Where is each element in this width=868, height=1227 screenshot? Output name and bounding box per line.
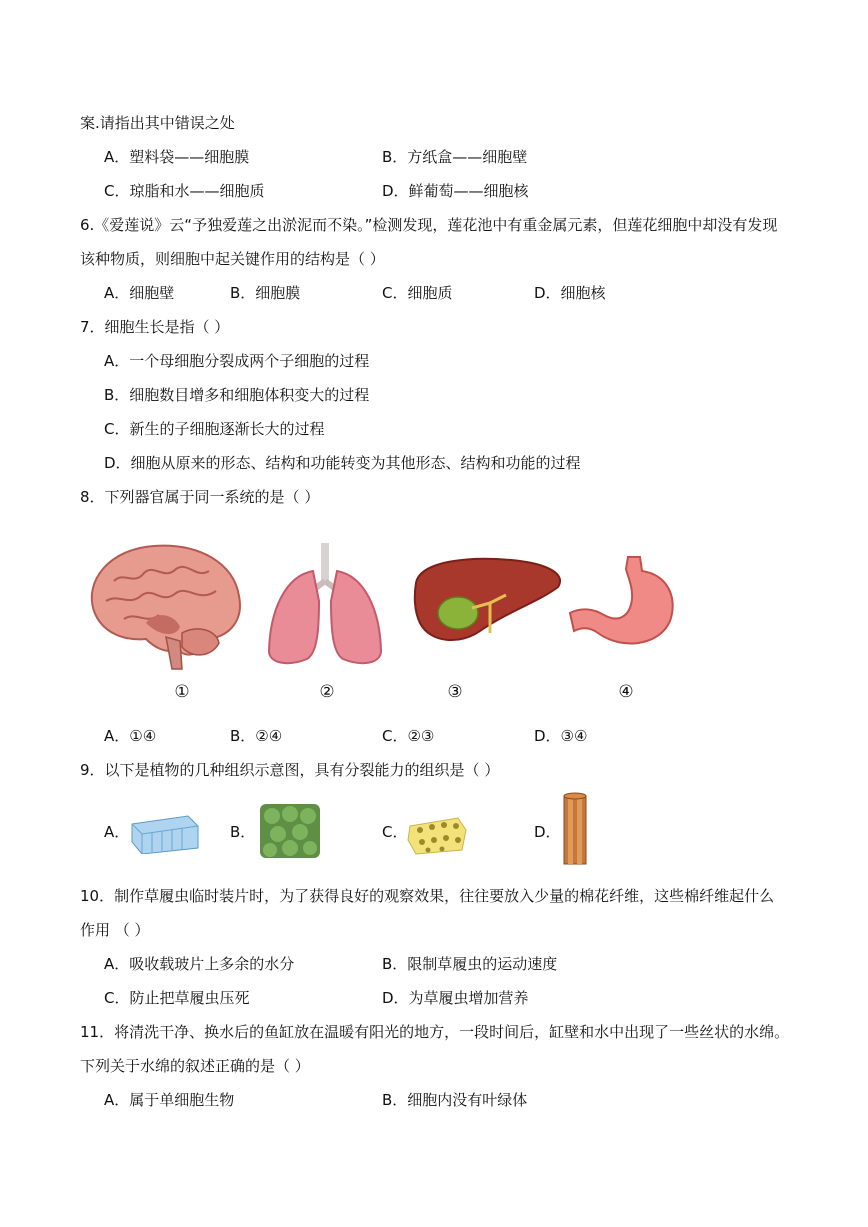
question-10-stem-line2: 作用 （ ） <box>80 921 150 939</box>
question-6-stem-line2: 该种物质，则细胞中起关键作用的结构是（ ） <box>80 250 385 268</box>
question-11-option-b: B．细胞内没有叶绿体 <box>382 1091 528 1109</box>
question-7-option-a: A．一个母细胞分裂成两个子细胞的过程 <box>104 352 370 370</box>
figure-label-2: ② <box>319 682 335 702</box>
question-6-option-b: B．细胞膜 <box>230 284 301 302</box>
question-9-option-b: B． <box>230 823 256 841</box>
question-5-option-d: D．鲜葡萄——细胞核 <box>382 182 529 200</box>
figure-label-3: ③ <box>447 682 463 702</box>
conducting-tissue-icon <box>562 792 588 866</box>
question-9-stem: 9．以下是植物的几种组织示意图，具有分裂能力的组织是（ ） <box>80 761 500 779</box>
question-9-option-a: A． <box>104 823 130 841</box>
question-5-option-b: B．方纸盒——细胞壁 <box>382 148 528 166</box>
question-11-stem-line1: 11．将清洗干净、换水后的鱼缸放在温暖有阳光的地方，一段时间后，缸壁和水中出现了一些丝状的水绵。 <box>80 1023 790 1041</box>
liver-icon <box>410 553 565 648</box>
meristem-tissue-icon <box>406 812 468 856</box>
question-9-option-d: D． <box>534 823 561 841</box>
nutrient-tissue-icon <box>258 802 322 860</box>
figure-label-4: ④ <box>618 682 634 702</box>
question-10-stem-line1: 10．制作草履虫临时装片时，为了获得良好的观察效果，往往要放入少量的棉花纤维，这些棉纤维起什么 <box>80 887 775 905</box>
question-5-option-a: A．塑料袋——细胞膜 <box>104 148 250 166</box>
question-9-option-c: C． <box>382 823 408 841</box>
question-10-option-d: D．为草履虫增加营养 <box>382 989 529 1007</box>
question-8-option-d: D．③④ <box>534 727 588 745</box>
question-10-option-b: B．限制草履虫的运动速度 <box>382 955 558 973</box>
stomach-icon <box>568 553 680 653</box>
question-5-option-c: C．琼脂和水——细胞质 <box>104 182 265 200</box>
question-11-option-a: A．属于单细胞生物 <box>104 1091 235 1109</box>
question-8-stem: 8．下列器官属于同一系统的是（ ） <box>80 488 320 506</box>
question-5-stem-tail: 案.请指出其中错误之处 <box>80 114 235 132</box>
question-10-option-c: C．防止把草履虫压死 <box>104 989 250 1007</box>
lungs-icon <box>265 541 385 671</box>
question-8-option-c: C．②③ <box>382 727 435 745</box>
question-8-option-a: A．①④ <box>104 727 157 745</box>
question-6-option-c: C．细胞质 <box>382 284 453 302</box>
question-8-option-b: B．②④ <box>230 727 283 745</box>
question-7-option-d: D．细胞从原来的形态、结构和功能转变为其他形态、结构和功能的过程 <box>104 454 581 472</box>
question-6-stem-line1: 6.《爱莲说》云“予独爱莲之出淤泥而不染。”检测发现，莲花池中有重金属元素，但莲花细胞中却没有发现 <box>80 216 778 234</box>
question-11-stem-line2: 下列关于水绵的叙述正确的是（ ） <box>80 1057 310 1075</box>
protective-tissue-icon <box>128 812 200 854</box>
question-7-stem: 7．细胞生长是指（ ） <box>80 318 230 336</box>
question-6-option-a: A．细胞壁 <box>104 284 175 302</box>
question-7-option-c: C．新生的子细胞逐渐长大的过程 <box>104 420 325 438</box>
question-10-option-a: A．吸收载玻片上多余的水分 <box>104 955 295 973</box>
question-6-option-d: D．细胞核 <box>534 284 606 302</box>
brain-icon <box>84 541 244 671</box>
figure-label-1: ① <box>174 682 190 702</box>
question-7-option-b: B．细胞数目增多和细胞体积变大的过程 <box>104 386 370 404</box>
